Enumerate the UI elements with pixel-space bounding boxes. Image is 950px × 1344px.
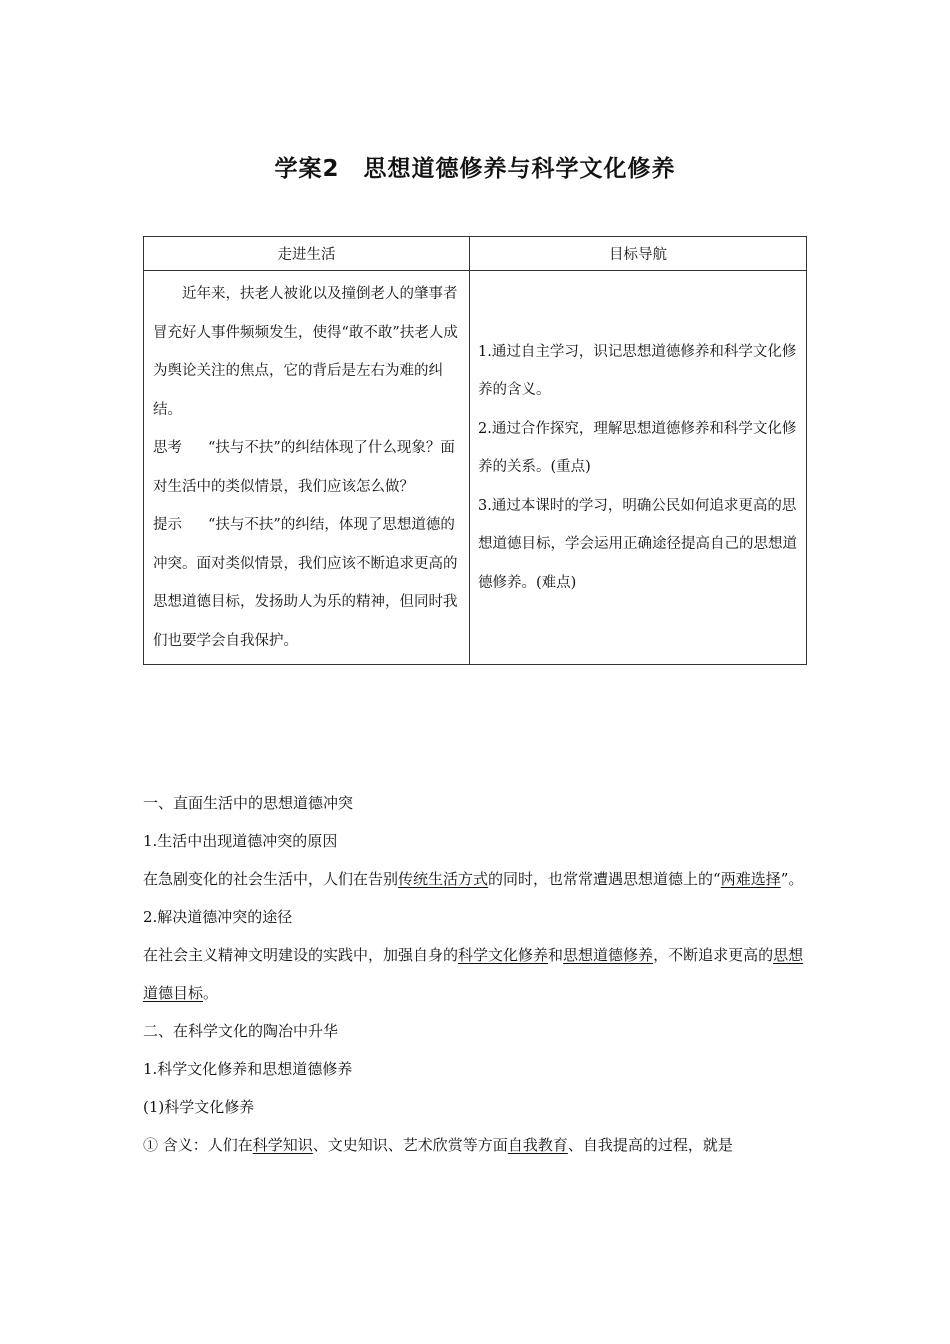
text-run: ，不断追求更高的: [653, 946, 774, 964]
subsection-heading: 1.生活中出现道德冲突的原因: [143, 832, 338, 850]
text-run: 在社会主义精神文明建设的实践中，加强自身的: [143, 946, 459, 964]
life-cell: [144, 271, 470, 665]
key-term: 科学文化修养: [458, 946, 549, 964]
goal-item: 2.通过合作探究，理解思想道德修养和科学文化修养的关系。(重点): [478, 420, 797, 476]
paragraph-conflict-solution: [143, 936, 813, 1012]
key-term: 思想道德修养: [563, 946, 654, 964]
goals-cell: [470, 271, 807, 665]
text-run: 。: [203, 984, 219, 1002]
paragraph-conflict-cause: [143, 860, 813, 898]
intro-table: [143, 236, 807, 665]
key-term: 科学知识: [252, 1136, 313, 1154]
paragraph-definition: [143, 1126, 813, 1164]
header-goals: 目标导航: [470, 237, 807, 271]
text-run: 的同时，也常常遭遇思想道德上的“: [488, 870, 721, 888]
subsection-heading: 2.解决道德冲突的途径: [143, 908, 293, 926]
hint-text: “扶与不扶”的纠结，体现了思想道德的冲突。面对类似情景，我们应该不断追求更高的思想道德目标，发扬助人为乐的精神，但同时我们也要学会自我保护。: [153, 517, 458, 649]
hint-paragraph: [153, 506, 461, 660]
body-text: [143, 784, 813, 1164]
text-run: 和: [548, 946, 564, 964]
think-paragraph: [153, 429, 461, 506]
subsection-heading: (1)科学文化修养: [143, 1098, 255, 1116]
key-term: 自我教育: [507, 1136, 568, 1154]
key-term: 两难选择: [720, 870, 781, 888]
think-text: “扶与不扶”的纠结体现了什么现象？面对生活中的类似情景，我们应该怎么做？: [153, 440, 455, 495]
goal-item: 1.通过自主学习，识记思想道德修养和科学文化修养的含义。: [478, 343, 797, 399]
page-title: 学案2 思想道德修养与科学文化修养: [274, 156, 676, 182]
goal-item: 3.通过本课时的学习，明确公民如何追求更高的思想道德目标，学会运用正确途径提高自己的思想道德修养。(难点): [478, 497, 797, 591]
life-intro: 近年来，扶老人被讹以及撞倒老人的肇事者冒充好人事件频频发生，使得“敢不敢”扶老人成为舆论关注的焦点，它的背后是左右为难的纠结。: [153, 286, 458, 418]
header-life: 走进生活: [144, 237, 470, 271]
subsection-heading: 1.科学文化修养和思想道德修养: [143, 1060, 353, 1078]
text-run: ① 含义：人们在: [143, 1136, 253, 1154]
text-run: 、自我提高的过程，就是: [567, 1136, 733, 1154]
hint-label: 提示: [153, 517, 182, 533]
key-term: 思想道德目标: [143, 946, 804, 1002]
section-heading: 二、在科学文化的陶冶中升华: [143, 1022, 339, 1040]
table-body-row: [144, 271, 807, 665]
table-header-row: [144, 237, 807, 271]
text-run: 、文史知识、艺术欣赏等方面: [312, 1136, 508, 1154]
think-label: 思考: [153, 440, 182, 456]
text-run: ”。: [780, 870, 804, 888]
key-term: 传统生活方式: [398, 870, 489, 888]
text-run: 在急剧变化的社会生活中，人们在告别: [143, 870, 399, 888]
section-heading: 一、直面生活中的思想道德冲突: [143, 794, 354, 812]
